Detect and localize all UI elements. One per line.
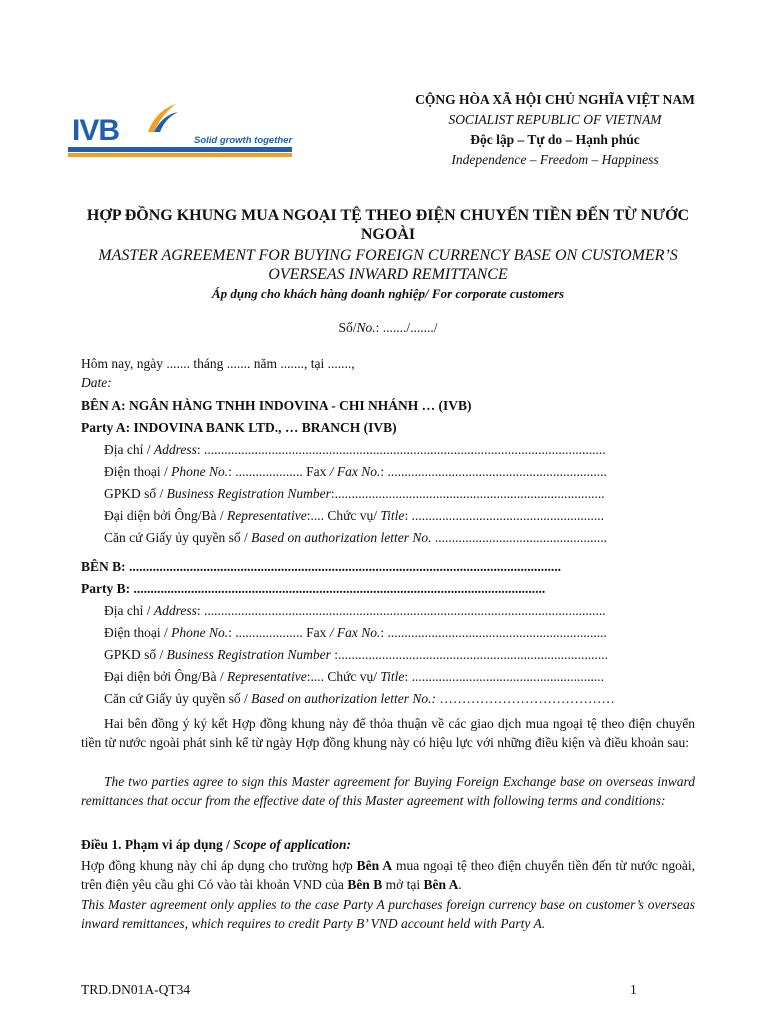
party-a-authorization: Căn cứ Giấy ủy quyền số / Based on authorization letter No. ................................................... xyxy=(104,530,608,545)
party-b-registration: GPKD số / Business Registration Number :................................................................................ xyxy=(104,647,609,662)
header-motto-vi: Độc lập – Tự do – Hạnh phúc xyxy=(470,132,640,147)
intro-paragraph-en: The two parties agree to sign this Master agreement for Buying Foreign Exchange base on overseas inward remittances that occur from the effective date of this Master agreement with following terms and conditions: xyxy=(81,774,695,808)
document-title-vi: HỢP ĐỒNG KHUNG MUA NGOẠI TỆ THEO ĐIỆN CHUYỂN TIỀN ĐẾN TỪ NƯỚC NGOÀI xyxy=(86,207,690,243)
feather-icon xyxy=(140,102,180,136)
header-country-vi: CỘNG HÒA XÃ HỘI CHỦ NGHĨA VIỆT NAM xyxy=(415,92,695,107)
party-a-address: Địa chỉ / Address: ....................................................................................................................... xyxy=(104,442,606,457)
party-a-heading-en: Party A: INDOVINA BANK LTD., … BRANCH (IVB) xyxy=(81,420,397,435)
article-1-heading: Điều 1. Phạm vi áp dụng / Scope of application: xyxy=(81,837,352,852)
header-country-en: SOCIALIST REPUBLIC OF VIETNAM xyxy=(448,112,662,127)
party-b-heading-vi: BÊN B: ................................................................................................................................ xyxy=(81,559,562,574)
logo-bar-blue xyxy=(68,147,292,152)
article-1-text-en: This Master agreement only applies to the case Party A purchases foreign currency base on customer’s overseas inward remittances, which requires to credit Party B’ VND account held with Party A. xyxy=(81,897,695,931)
document-number: Số/No.: ......./......./ xyxy=(338,320,438,335)
party-a-representative: Đại diện bởi Ông/Bà / Representative:.... Chức vụ/ Title: ......................................................... xyxy=(104,508,604,523)
document-scope: Áp dụng cho khách hàng doanh nghiệp/ For corporate customers xyxy=(211,286,565,301)
intro-paragraph-vi: Hai bên đồng ý ký kết Hợp đồng khung này để thỏa thuận về các giao dịch mua ngoại tệ theo điện chuyển tiền từ nước ngoài phát sinh kể từ ngày Hợp đồng khung này có hiệu lực với những điều kiện và điều khoản sau: xyxy=(81,716,695,750)
party-b-address: Địa chỉ / Address: ....................................................................................................................... xyxy=(104,603,606,618)
ivb-logo xyxy=(68,100,294,162)
party-a-heading-vi: BÊN A: NGÂN HÀNG TNHH INDOVINA - CHI NHÁNH … (IVB) xyxy=(81,398,472,413)
logo-slogan: Solid growth together xyxy=(194,135,293,146)
party-a-phone: Điện thoại / Phone No.: .................... Fax / Fax No.: ................................................................. xyxy=(104,464,607,479)
party-b-phone: Điện thoại / Phone No.: .................... Fax / Fax No.: ................................................................. xyxy=(104,625,607,640)
date-line-en: Date: xyxy=(81,375,112,390)
party-b-authorization: Căn cứ Giấy ủy quyền số / Based on authorization letter No.: ………………………………… xyxy=(104,691,615,706)
party-a-registration: GPKD số / Business Registration Number:................................................................................ xyxy=(104,486,605,501)
date-line-vi: Hôm nay, ngày ....... tháng ....... năm ......., tại ......., xyxy=(81,356,355,371)
logo-bar-orange xyxy=(68,153,292,157)
party-b-representative: Đại diện bởi Ông/Bà / Representative:.... Chức vụ/ Title: ......................................................... xyxy=(104,669,604,684)
footer-page-number: 1 xyxy=(630,982,637,997)
footer-document-code: TRD.DN01A-QT34 xyxy=(81,982,191,997)
document-title-en: MASTER AGREEMENT FOR BUYING FOREIGN CURRENCY BASE ON CUSTOMER’S OVERSEAS INWARD REMITTANCE xyxy=(98,247,678,283)
party-b-heading-en: Party B: .......................................................................................................................... xyxy=(81,581,546,596)
header-motto-en: Independence – Freedom – Happiness xyxy=(451,152,659,167)
logo-text: IVB xyxy=(72,114,120,147)
article-1-text-vi: Hợp đồng khung này chỉ áp dụng cho trường hợp Bên A mua ngoại tệ theo điện chuyển tiền đến từ nước ngoài, trên điện yêu cầu ghi Có vào tài khoản VND của Bên B mở tại Bên A. xyxy=(81,858,695,892)
